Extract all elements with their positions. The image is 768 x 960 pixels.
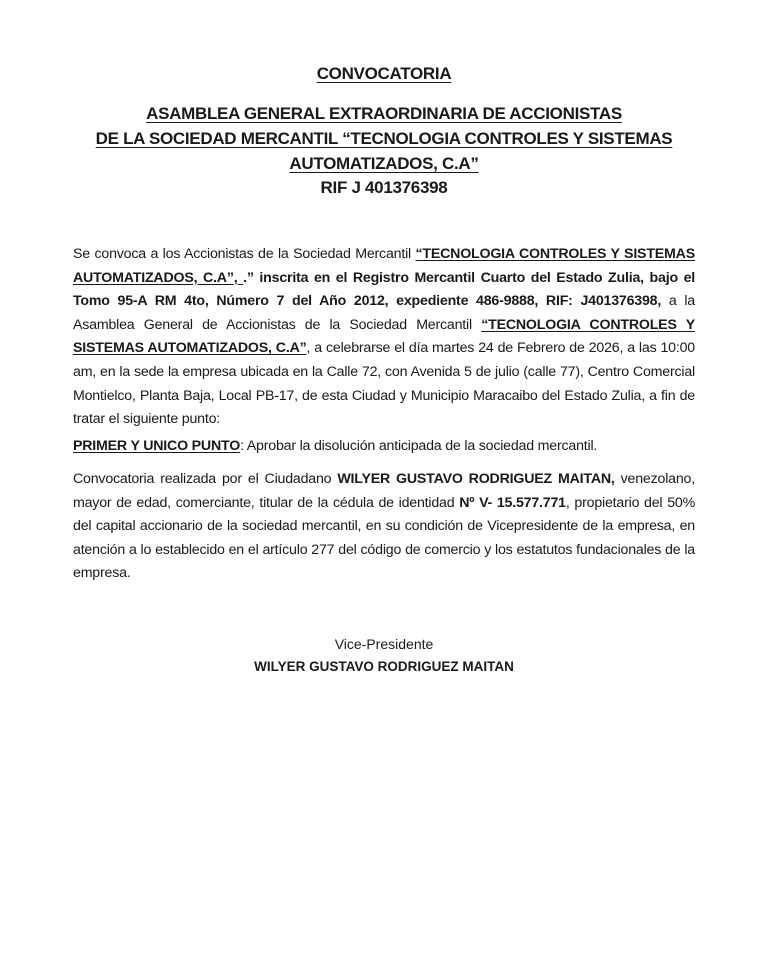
- paragraph2-details: , propietario del 50% del capital accionario de la sociedad mercantil, en su condición de Vicepresidente de la empresa, en atención a lo establecido en el artículo 277 del código de comercio y los estatutos fundacionales de la empresa.: [73, 494, 695, 582]
- company-name-2: “TECNOLOGIA CONTROLES Y SISTEMAS AUTOMATIZADOS, C.A”: [73, 316, 695, 357]
- paragraph1-details: , a celebrarse el día martes 24 de Febrero de 2026, a las 10:00 am, en la sede la empresa ubicada en la Calle 72, con Avenida 5 de julio (calle 77), Centro Comercial Montielco, Planta Baja, Local PB-17, de esta Ciudad y Municipio Maracaibo del Estado Zulia, a fin de tratar el siguiente punto:: [73, 340, 695, 428]
- convocation-paragraph: [73, 243, 695, 432]
- registry-details: .” inscrita en el Registro Mercantil Cuarto del Estado Zulia, bajo el Tomo 95-A RM 4to, Número 7 del Año 2012, expediente 486-9888, RIF: J401376398,: [73, 269, 696, 310]
- signature-name: [0, 659, 768, 674]
- agenda-item: [73, 435, 695, 459]
- signature-role-text: Vice-Presidente: [334, 636, 434, 652]
- subtitle-line-1-text: ASAMBLEA GENERAL EXTRAORDINARIA DE ACCIONISTAS: [146, 104, 622, 123]
- document-title: [0, 64, 768, 84]
- signature-name-text: WILYER GUSTAVO RODRIGUEZ MAITAN: [254, 659, 514, 674]
- convener-paragraph: [73, 468, 695, 586]
- subtitle-line-3: [0, 154, 768, 174]
- subtitle-line-1: [0, 104, 768, 124]
- paragraph2-intro: Convocatoria realizada por el Ciudadano: [73, 471, 338, 487]
- agenda-label: PRIMER Y UNICO PUNTO: [73, 438, 241, 454]
- convener-name: WILYER GUSTAVO RODRIGUEZ MAITAN,: [337, 471, 615, 487]
- subtitle-line-2-text: DE LA SOCIEDAD MERCANTIL “TECNOLOGIA CONTROLES Y SISTEMAS: [95, 129, 673, 148]
- paragraph2-mid: venezolano, mayor de edad, comerciante, titular de la cédula de identidad: [73, 471, 695, 511]
- rif-text: RIF J 401376398: [320, 178, 448, 197]
- company-name-1: “TECNOLOGIA CONTROLES Y SISTEMAS AUTOMATIZADOS, C.A”,: [73, 246, 695, 286]
- subtitle-line-2: [0, 129, 768, 149]
- id-number: Nº V- 15.577.771: [459, 494, 566, 511]
- rif-line: [0, 178, 768, 198]
- paragraph1-mid: a la Asamblea General de Accionistas de la Sociedad Mercantil: [73, 293, 695, 333]
- agenda-text: : Aprobar la disolución anticipada de la sociedad mercantil.: [240, 438, 598, 454]
- signature-role: [0, 636, 768, 652]
- title-text: CONVOCATORIA: [316, 64, 452, 83]
- subtitle-line-3-text: AUTOMATIZADOS, C.A”: [289, 154, 479, 173]
- paragraph1-intro: Se convoca a los Accionistas de la Sociedad Mercantil: [73, 246, 416, 262]
